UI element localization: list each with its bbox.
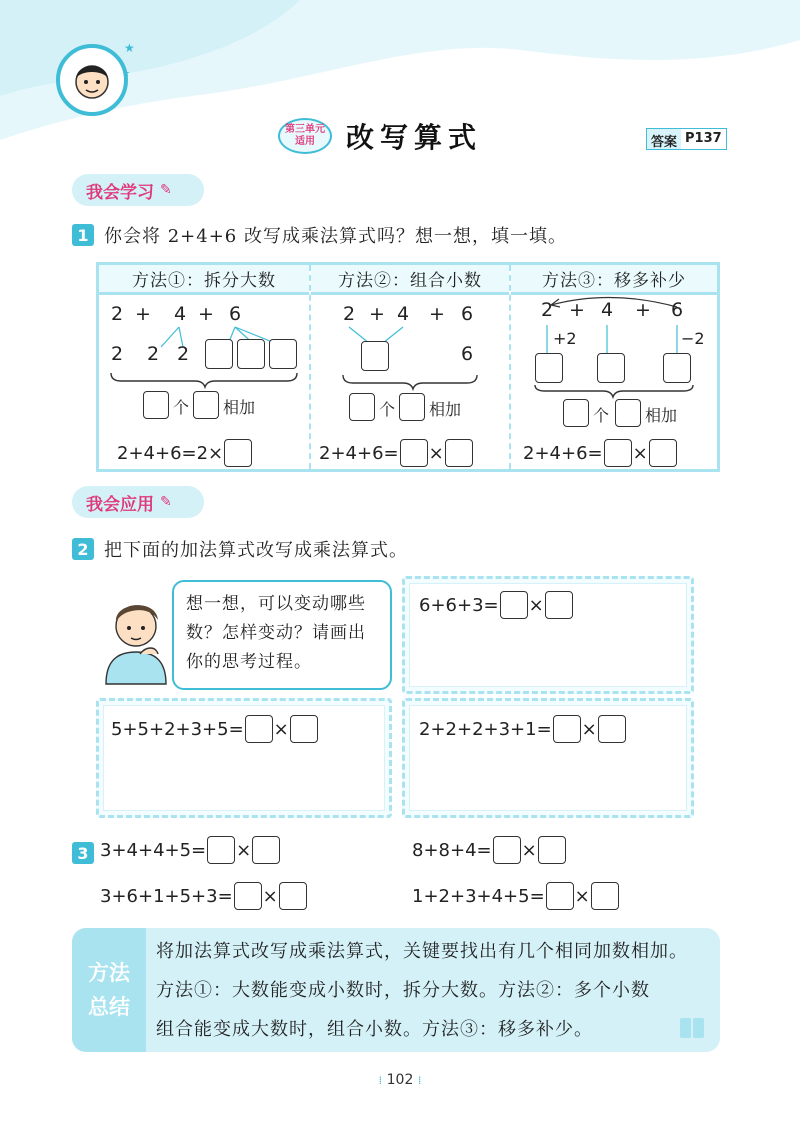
title-block: [278, 116, 482, 156]
q3-eq2-times: ×: [521, 839, 537, 861]
m2-count-box[interactable]: [349, 393, 375, 421]
m2-caption-end: 相加: [429, 400, 462, 419]
q3-eq2-box-2[interactable]: [538, 836, 566, 864]
m3-top-0: 2: [541, 299, 554, 321]
summary-line-1: 将加法算式改写成乘法算式，关键要找出有几个相同加数相加。: [156, 941, 688, 962]
method-2-column: [309, 265, 509, 469]
section-apply-label: 我会应用: [86, 494, 154, 515]
section-learn: [72, 174, 204, 206]
work-a-equation: [419, 591, 574, 619]
m3-times: ×: [632, 442, 648, 464]
m3-equation-text: 2+4+6=: [523, 442, 603, 464]
m1-addend-box[interactable]: [193, 391, 219, 419]
method-table: [96, 262, 720, 472]
q3-eq3-times: ×: [262, 885, 278, 907]
m1-bottom-2: 2: [177, 343, 190, 365]
m3-equation: [523, 439, 678, 467]
q3-eq2-text: 8+8+4=: [412, 839, 492, 861]
page-deco-left-icon: ⁞: [378, 1074, 383, 1087]
m3-adjust-plus: +2: [553, 329, 577, 348]
q3-eq1-box-1[interactable]: [207, 836, 235, 864]
page-deco-right-icon: ⁞: [417, 1074, 422, 1087]
q3-eq4-times: ×: [574, 885, 590, 907]
work-a-box-1[interactable]: [500, 591, 528, 619]
m3-caption-mid: 个: [593, 406, 610, 425]
mascot-badge-icon: [52, 40, 135, 120]
m1-equation: [117, 439, 253, 467]
m3-brace: [511, 383, 719, 397]
section-apply: [72, 486, 204, 518]
question-2-number: 2: [72, 538, 94, 560]
summary-text: [156, 932, 712, 1049]
m2-equation: [319, 439, 474, 467]
m1-answer-box-2[interactable]: [237, 339, 265, 369]
pencil-icon: ✎: [160, 494, 172, 510]
pencil-icon: ✎: [160, 182, 172, 198]
q3-eq3-box-1[interactable]: [234, 882, 262, 910]
m1-top-4: 6: [229, 303, 242, 325]
q3-eq3-box-2[interactable]: [279, 882, 307, 910]
m3-count-box[interactable]: [563, 399, 589, 427]
m3-box-3[interactable]: [663, 353, 691, 383]
book-icon: [678, 1016, 706, 1040]
m1-top-3: +: [198, 303, 214, 325]
work-a-box-2[interactable]: [545, 591, 573, 619]
boy-thinking-icon: [100, 588, 172, 684]
m3-top-4: 6: [671, 299, 684, 321]
m3-equation-box-2[interactable]: [649, 439, 677, 467]
summary-line-2: 方法①：大数能变成小数时，拆分大数。方法②：多个小数: [156, 980, 650, 1001]
work-a-times: ×: [528, 594, 544, 616]
m1-answer-box-3[interactable]: [269, 339, 297, 369]
m2-equation-box-2[interactable]: [445, 439, 473, 467]
question-2-text: 把下面的加法算式改写成乘法算式。: [104, 540, 408, 561]
question-1-text: 你会将 2+4+6 改写成乘法算式吗？想一想，填一填。: [104, 226, 567, 247]
work-box-c[interactable]: [402, 698, 694, 818]
work-c-box-1[interactable]: [553, 715, 581, 743]
q3-eq1-times: ×: [236, 839, 252, 861]
m1-top-1: +: [135, 303, 151, 325]
page-title: 改写算式: [346, 121, 483, 154]
method-1-title: 方法①：拆分大数: [99, 265, 309, 295]
m1-count-box[interactable]: [143, 391, 169, 419]
work-b-times: ×: [273, 718, 289, 740]
q3-eq3-text: 3+6+1+5+3=: [100, 885, 233, 907]
work-c-equation-text: 2+2+2+3+1=: [419, 718, 552, 740]
question-1-number: 1: [72, 224, 94, 246]
question-3-number: 3: [72, 842, 94, 864]
method-1-column: [99, 265, 309, 469]
q3-eq4-box-2[interactable]: [591, 882, 619, 910]
q3-eq1-text: 3+4+4+5=: [100, 839, 207, 861]
q3-equation-3: [100, 882, 308, 910]
m3-box-2[interactable]: [597, 353, 625, 383]
work-box-a[interactable]: [402, 576, 694, 694]
m3-caption-end: 相加: [645, 406, 678, 425]
m2-top-4: 6: [461, 303, 474, 325]
m1-brace: [99, 371, 309, 387]
summary-tag: [72, 928, 146, 1052]
work-c-box-2[interactable]: [598, 715, 626, 743]
m2-sum-box[interactable]: [361, 341, 389, 371]
method-2-title: 方法②：组合小数: [311, 265, 509, 295]
method-summary-panel: [72, 928, 720, 1052]
work-b-box-1[interactable]: [245, 715, 273, 743]
work-c-equation: [419, 715, 627, 743]
unit-badge-line1: 第三单元: [285, 124, 325, 135]
section-learn-label: 我会学习: [86, 182, 154, 203]
work-b-equation: [111, 715, 319, 743]
m2-equation-text: 2+4+6=: [319, 442, 399, 464]
m3-adjust-minus: −2: [681, 329, 705, 348]
page-number-text: 102: [386, 1072, 414, 1088]
work-b-equation-text: 5+5+2+3+5=: [111, 718, 244, 740]
unit-badge-line2: 适用: [295, 136, 315, 147]
summary-tag-line1: 方法: [88, 961, 130, 985]
work-c-times: ×: [581, 718, 597, 740]
unit-badge: [278, 118, 332, 154]
m1-equation-box[interactable]: [224, 439, 252, 467]
work-box-b[interactable]: [96, 698, 392, 818]
m3-equation-box-1[interactable]: [604, 439, 632, 467]
hint-speech-bubble: 想一想，可以变动哪些数？怎样变动？请画出你的思考过程。: [172, 580, 392, 690]
m3-top-1: +: [569, 299, 585, 321]
m1-bottom-1: 2: [147, 343, 160, 365]
m2-times: ×: [428, 442, 444, 464]
work-a-equation-text: 6+6+3=: [419, 594, 499, 616]
method-3-column: [509, 265, 717, 469]
m2-combine-lines: [311, 325, 511, 345]
q3-equation-1: [100, 836, 281, 864]
q3-eq4-text: 1+2+3+4+5=: [412, 885, 545, 907]
m1-top-0: 2: [111, 303, 124, 325]
q3-eq4-box-1[interactable]: [546, 882, 574, 910]
m2-brace: [311, 373, 511, 389]
svg-text:★: ★: [122, 69, 131, 79]
m1-answer-box-1[interactable]: [205, 339, 233, 369]
method-3-title: 方法③：移多补少: [511, 265, 717, 295]
summary-tag-line2: 总结: [88, 995, 130, 1019]
m3-box-1[interactable]: [535, 353, 563, 383]
q3-eq2-box-1[interactable]: [493, 836, 521, 864]
answer-label: 答案: [647, 129, 681, 149]
m1-caption-end: 相加: [223, 398, 256, 417]
m2-bottom-0: 6: [461, 343, 474, 365]
m3-top-3: +: [635, 299, 651, 321]
answer-page: P137: [681, 129, 726, 149]
m2-top-2: 4: [397, 303, 410, 325]
svg-text:★: ★: [124, 41, 135, 55]
m2-top-1: +: [369, 303, 385, 325]
q3-equation-4: [412, 882, 620, 910]
m1-top-2: 4: [174, 303, 187, 325]
work-b-box-2[interactable]: [290, 715, 318, 743]
answer-reference: [646, 128, 727, 150]
summary-line-3: 组合能变成大数时，组合小数。方法③：移多补少。: [156, 1019, 593, 1040]
m2-caption-mid: 个: [379, 400, 396, 419]
m3-top-2: 4: [601, 299, 614, 321]
q3-equation-2: [412, 836, 567, 864]
m2-top-3: +: [429, 303, 445, 325]
m1-caption-mid: 个: [173, 398, 190, 417]
m3-addend-box[interactable]: [615, 399, 641, 427]
m2-equation-box-1[interactable]: [400, 439, 428, 467]
m1-bottom-0: 2: [111, 343, 124, 365]
q3-eq1-box-2[interactable]: [252, 836, 280, 864]
m2-top-0: 2: [343, 303, 356, 325]
page-number: [368, 1072, 432, 1088]
m1-equation-text: 2+4+6=2×: [117, 442, 224, 464]
m2-addend-box[interactable]: [399, 393, 425, 421]
